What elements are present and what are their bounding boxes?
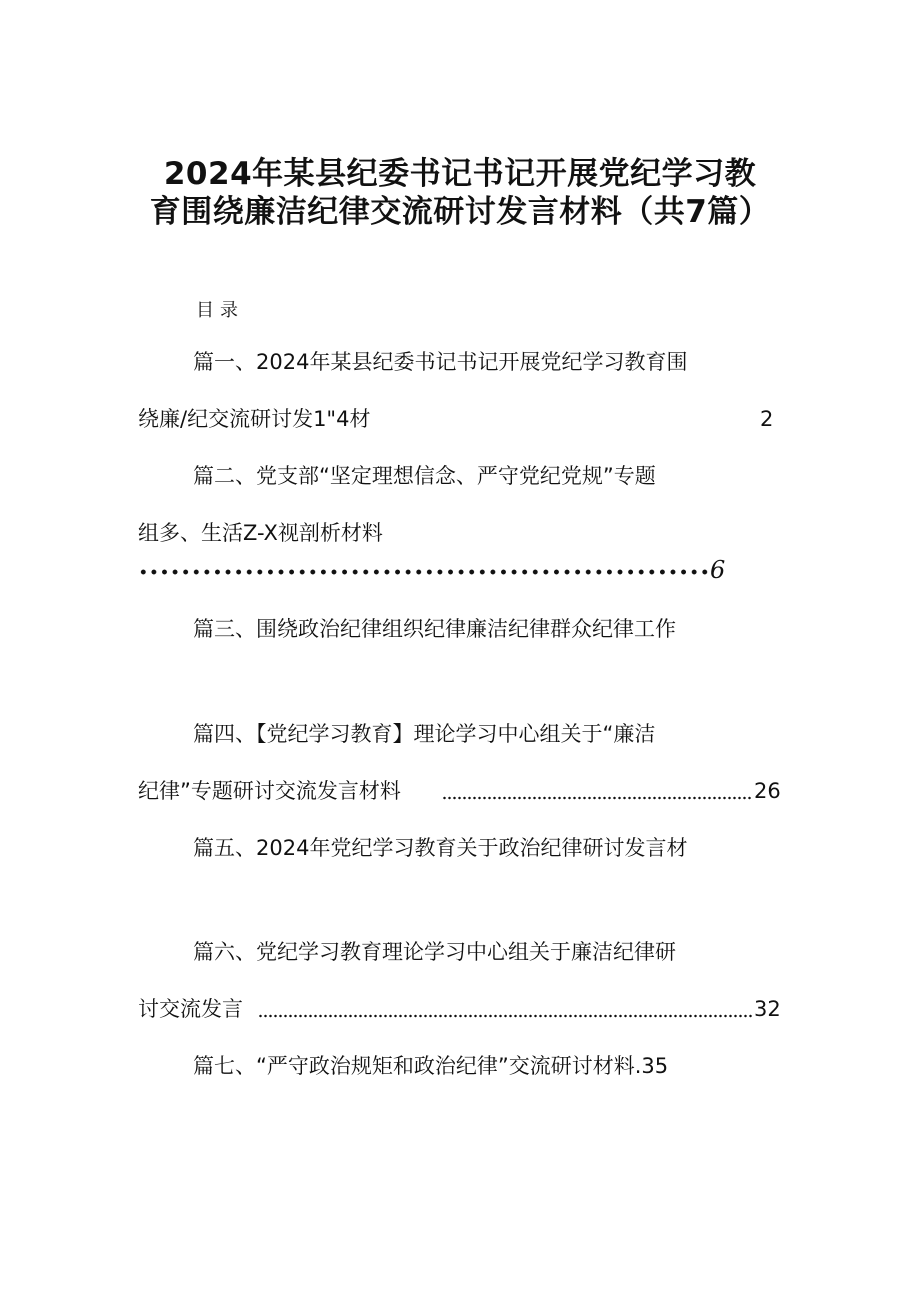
toc-heading: 目录 — [196, 300, 244, 321]
toc-entry-1-line-1[interactable]: 篇一、2024年某县纪委书记书记开展党纪学习教育围 — [193, 350, 688, 374]
toc-entry-4-leader-dots — [442, 795, 752, 801]
toc-entry-2-leader-dots — [138, 568, 708, 576]
toc-entry-5-line-1[interactable]: 篇五、2024年党纪学习教育关于政治纪律研讨发言材 — [193, 836, 688, 860]
toc-entry-6-leader-dots — [258, 1013, 752, 1019]
toc-entry-4-line-1[interactable]: 篇四、【党纪学习教育】理论学习中心组关于“廉洁 — [193, 722, 656, 746]
toc-entry-6-line-2[interactable]: 讨交流发言 — [138, 997, 243, 1021]
toc-entry-6-page: 32 — [754, 997, 781, 1021]
toc-entry-2-line-2[interactable]: 组多、生活Z-X视剖析材料 — [138, 521, 383, 545]
document-title-line-2: 育围绕廉洁纪律交流研讨发言材料（共7篇） — [149, 194, 771, 230]
toc-entry-2-line-1[interactable]: 篇二、党支部“坚定理想信念、严守党纪党规”专题 — [193, 464, 656, 488]
toc-entry-4-page: 26 — [754, 779, 781, 803]
toc-entry-6-line-1[interactable]: 篇六、党纪学习教育理论学习中心组关于廉洁纪律研 — [193, 940, 676, 964]
document-title-line-1: 2024年某县纪委书记书记开展党纪学习教 — [163, 156, 757, 192]
toc-entry-1-page: 2 — [760, 407, 774, 431]
toc-entry-3-line-1[interactable]: 篇三、围绕政治纪律组织纪律廉洁纪律群众纪律工作 — [193, 617, 676, 641]
toc-entry-4-line-2[interactable]: 纪律”专题研讨交流发言材料 — [138, 779, 401, 803]
toc-entry-1-line-2[interactable]: 绕廉/纪交流研讨发1"4材 — [138, 407, 371, 431]
toc-entry-7-line-1[interactable]: 篇七、“严守政治规矩和政治纪律”交流研讨材料.35 — [193, 1054, 669, 1078]
toc-entry-2-page: 6 — [710, 556, 726, 584]
